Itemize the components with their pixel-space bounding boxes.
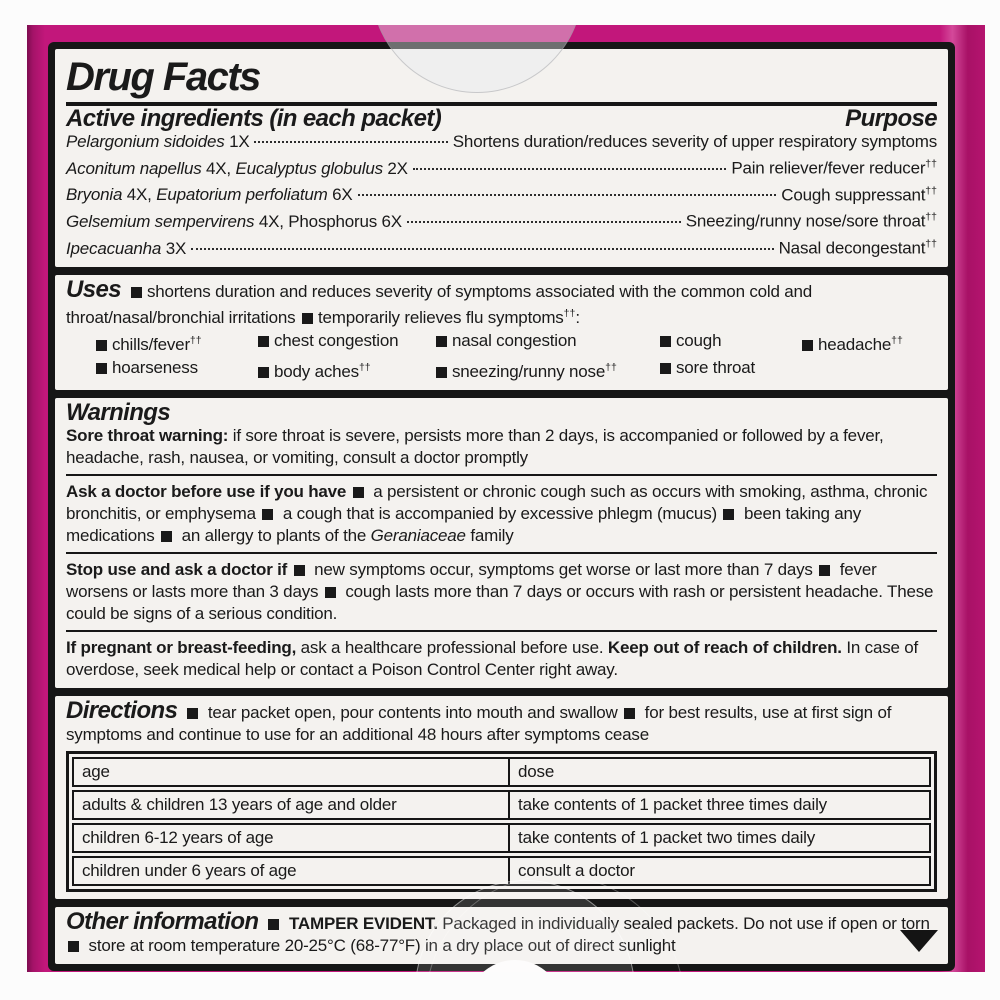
symptom-label: hoarseness [112, 357, 198, 377]
text-segment: store at room temperature 20-25°C (68-77°F) in a dry place out of direct sunlight [84, 935, 676, 955]
symptom-label: sore throat [676, 357, 756, 377]
purpose-heading: Purpose [845, 105, 937, 132]
uses-symptom-item [658, 329, 800, 356]
ingredient-row [66, 153, 937, 180]
square-bullet-icon [96, 340, 107, 351]
ingredient-row [66, 180, 937, 207]
text-segment: fever worsens or lasts more than 3 days [66, 559, 877, 601]
active-ingredients-header [66, 105, 937, 132]
uses-intro-paragraph [66, 275, 937, 330]
text-segment: Eucalyptus globulus [235, 158, 383, 178]
directions-box [55, 696, 948, 899]
text-segment: 6X [327, 185, 353, 205]
ingredient-name [66, 157, 408, 180]
ingredient-name [66, 130, 249, 153]
uses-symptom-item [256, 356, 434, 383]
dose-cell: take contents of 1 packet two times daily [518, 827, 816, 847]
text-segment: Packaged in individually sealed packets. Do not use if open or torn [437, 913, 930, 933]
symptom-label: headache†† [818, 334, 903, 354]
uses-box [55, 275, 948, 390]
symptom-label: sneezing/runny nose†† [452, 360, 617, 381]
symptom-label: chest congestion [274, 331, 399, 351]
ingredient-purpose: Sneezing/runny nose/sore throat†† [685, 211, 937, 231]
text-segment: ask a healthcare professional before use. [296, 637, 608, 657]
text-segment: if sore throat is severe, persists more than 2 days, is accompanied or followed by a fever, headache, rash, nausea, or vomiting, consult a doctor promptly [66, 425, 884, 467]
ingredient-purpose: Shortens duration/reduces severity of upper respiratory symptoms [452, 132, 937, 151]
dosage-table-row [72, 790, 931, 820]
uses-symptom-item [256, 329, 434, 356]
square-bullet-icon [436, 336, 447, 347]
square-bullet-icon [268, 919, 279, 930]
text-segment: 4X, Phosphorus 6X [254, 211, 402, 231]
text-segment: Keep out of reach of children. [607, 637, 842, 657]
text-segment: 2X [382, 158, 408, 178]
warnings-divider [66, 630, 937, 632]
text-segment: 4X, [122, 185, 157, 205]
text-segment: TAMPER EVIDENT. [289, 913, 438, 933]
uses-symptom-item [94, 329, 256, 356]
warnings-paragraph [66, 425, 937, 469]
dagger-note: †† [925, 211, 937, 224]
warnings-divider [66, 474, 937, 476]
dosage-table-row [72, 856, 931, 886]
text-segment: Bryonia [66, 185, 123, 205]
ingredient-name [66, 237, 186, 260]
uses-symptom-item [800, 329, 937, 356]
ingredient-row [66, 130, 937, 153]
dagger-note: †† [189, 334, 202, 347]
text-segment: 4X, [201, 158, 236, 178]
text-segment: Geraniaceae [370, 525, 466, 545]
dagger-note: †† [925, 158, 937, 170]
uses-symptom-grid [94, 329, 937, 382]
dose-cell: consult a doctor [518, 860, 635, 880]
symptom-label: nasal congestion [452, 331, 577, 351]
symptom-label: body aches†† [274, 360, 371, 381]
ingredient-name [66, 210, 402, 233]
drug-facts-panel [48, 42, 955, 971]
text-segment: 3X [161, 238, 187, 258]
text-segment: temporarily relieves flu symptoms††: [317, 307, 580, 328]
age-cell: children under 6 years of age [74, 858, 510, 884]
ingredient-name [66, 183, 353, 206]
square-bullet-icon [802, 340, 813, 351]
uses-symptom-item [94, 356, 256, 383]
warnings-paragraph [66, 481, 937, 547]
text-segment: Ask a doctor before use if you have [66, 481, 351, 501]
ingredient-purpose: Nasal decongestant†† [778, 237, 937, 258]
uses-heading: Uses [66, 275, 121, 303]
drug-facts-title: Drug Facts [66, 55, 260, 99]
warnings-box [55, 398, 948, 688]
dotted-leader [191, 248, 774, 250]
other-information-heading: Other information [66, 907, 259, 935]
warnings-paragraphs [66, 425, 937, 681]
square-bullet-icon [161, 531, 172, 542]
dagger-note: †† [925, 237, 937, 250]
uses-symptom-item [658, 356, 800, 383]
dagger-note: †† [563, 307, 576, 320]
ingredient-purpose: Pain reliever/fever reducer†† [731, 158, 937, 178]
square-bullet-icon [302, 313, 313, 324]
square-bullet-icon [294, 565, 305, 576]
dosage-table-header-cell: dose [518, 761, 555, 781]
square-bullet-icon [660, 363, 671, 374]
dotted-leader [254, 141, 447, 143]
square-bullet-icon [258, 336, 269, 347]
directions-intro [66, 703, 891, 744]
dosage-table [66, 751, 937, 892]
square-bullet-icon [258, 367, 269, 378]
text-segment: Ipecacuanha [66, 238, 162, 258]
square-bullet-icon [436, 367, 447, 378]
symptom-label: chills/fever†† [112, 334, 202, 354]
text-segment: tear packet open, pour contents into mouth and swallow [203, 702, 623, 722]
active-ingredients-rows [66, 130, 937, 260]
square-bullet-icon [187, 708, 198, 719]
square-bullet-icon [660, 336, 671, 347]
dose-cell: take contents of 1 packet three times daily [518, 794, 827, 814]
text-segment: Eupatorium perfoliatum [156, 185, 328, 205]
uses-symptom-item [800, 356, 937, 383]
uses-symptom-item [434, 329, 658, 356]
text-segment: for best results, use at first sign of symptoms and continue to use for an additional 48 hours after symptoms cease [66, 702, 892, 744]
text-segment: family [465, 525, 514, 545]
text-segment: a cough that is accompanied by excessive phlegm (mucus) [278, 503, 722, 523]
square-bullet-icon [96, 363, 107, 374]
square-bullet-icon [624, 708, 635, 719]
uses-symptom-item [434, 356, 658, 383]
text-segment: new symptoms occur, symptoms get worse or last more than 7 days [309, 559, 818, 579]
directions-heading: Directions [66, 696, 178, 724]
square-bullet-icon [723, 509, 734, 520]
dagger-note: †† [925, 184, 937, 197]
dotted-leader [358, 194, 777, 196]
dosage-table-row [72, 823, 931, 853]
age-cell: children 6-12 years of age [74, 825, 510, 851]
text-segment: a persistent or chronic cough such as occurs with smoking, asthma, chronic bronchitis, or emphysema [66, 481, 928, 523]
text-segment: Aconitum napellus [66, 158, 202, 178]
ingredient-row [66, 206, 937, 233]
warnings-heading: Warnings [66, 398, 171, 426]
text-segment: cough lasts more than 7 days or occurs with rash or persistent headache. These could be signs of a serious condition. [66, 581, 934, 623]
dagger-note: †† [891, 334, 903, 347]
dotted-leader [413, 168, 726, 170]
age-cell: adults & children 13 years of age and older [74, 792, 510, 818]
dosage-table-header-cell: age [74, 759, 510, 785]
uses-intro [66, 282, 812, 328]
text-segment: an allergy to plants of the [177, 525, 371, 545]
text-segment: Sore throat warning: [66, 425, 229, 445]
text-segment: been taking any medications [66, 503, 862, 545]
dotted-leader [407, 221, 681, 223]
text-segment: 1X [224, 132, 250, 151]
text-segment: shortens duration and reduces severity of symptoms associated with the common cold and throat/nasal/bronchial irritations [66, 281, 813, 328]
symptom-label: cough [676, 331, 722, 351]
dosage-table-header-row [72, 757, 931, 787]
warnings-divider [66, 552, 937, 554]
dagger-note: †† [358, 360, 371, 373]
dagger-note: †† [605, 360, 617, 373]
text-segment: Pelargonium sidoides [66, 132, 225, 151]
warnings-paragraph [66, 637, 937, 681]
square-bullet-icon [262, 509, 273, 520]
text-segment: In case of overdose, seek medical help or contact a Poison Control Center right away. [66, 637, 919, 679]
text-segment: Gelsemium sempervirens [66, 211, 255, 231]
ingredient-row [66, 233, 937, 260]
directions-paragraph [66, 696, 937, 746]
text-segment: Stop use and ask a doctor if [66, 559, 292, 579]
ingredient-purpose: Cough suppressant†† [781, 184, 937, 205]
medicine-box-back [27, 25, 985, 972]
active-ingredients-heading: Active ingredients (in each packet) [66, 105, 442, 132]
text-segment: If pregnant or breast-feeding, [66, 637, 297, 657]
black-down-triangle-icon [900, 930, 938, 952]
square-bullet-icon [819, 565, 830, 576]
square-bullet-icon [68, 941, 79, 952]
warnings-paragraph [66, 559, 937, 625]
square-bullet-icon [353, 487, 364, 498]
square-bullet-icon [325, 587, 336, 598]
square-bullet-icon [131, 287, 142, 298]
